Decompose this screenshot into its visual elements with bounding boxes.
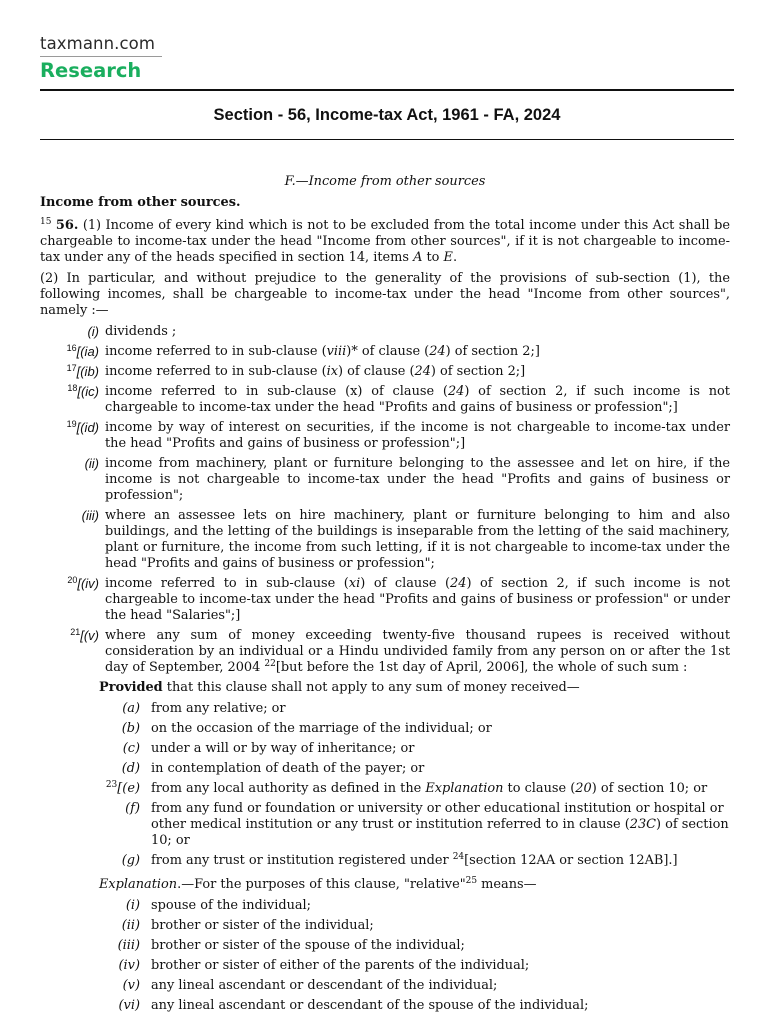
relative-vi-label: (vi): [118, 998, 140, 1013]
clause-ii-label: (ii): [84, 456, 99, 471]
clause-label: [40, 576, 99, 624]
sub-label: [40, 898, 140, 914]
footnote-ref[interactable]: 22: [264, 659, 276, 669]
relative-item: [40, 998, 730, 1014]
relative-iv-label: (iv): [118, 958, 140, 973]
clause-v-label: [(v): [80, 628, 99, 643]
footnote-ref[interactable]: 19: [66, 419, 77, 429]
clause-iv-text-1: income referred to in sub-clause (: [105, 576, 349, 591]
item-e: E: [443, 250, 453, 265]
subsection-2: (2) In particular, and without prejudice to the generality of the provisions of sub-section (1), the following incomes, shall be chargeable to income-tax under the head "Income from other sources", namely :—: [40, 271, 730, 318]
received-item: [40, 701, 730, 717]
footnote-ref[interactable]: 25: [465, 876, 478, 886]
received-f-text: [151, 801, 730, 849]
clause-iii: [40, 508, 730, 572]
received-b-text: on the occasion of the marriage of the individual; or: [151, 721, 492, 736]
clause-iv-text-3: ) of section 2, if such income is not chargeable to income-tax under the head "Profits and gains of business or profession" or under the head "Salaries";]: [105, 576, 730, 623]
proviso: [99, 680, 730, 696]
explanation-text-2: means—: [477, 877, 537, 892]
clause-ib-subclause: ix: [326, 364, 339, 379]
clause-label: [40, 628, 99, 676]
sub-label: [40, 958, 140, 974]
clause-label: [40, 344, 99, 360]
clause-text: income by way of interest on securities, if the income is not chargeable to income-tax under the head "Profits and gains of business or profession";]: [105, 420, 730, 451]
footnote-ref[interactable]: 18: [67, 383, 78, 393]
sub-label: [40, 741, 140, 757]
top-rule: [40, 89, 734, 91]
relative-i-text: spouse of the individual;: [151, 898, 312, 913]
clause-ia-label: [(ia): [76, 344, 99, 359]
clause-ii: [40, 456, 730, 504]
received-f-label: (f): [125, 801, 140, 816]
section-number: 56.: [55, 218, 79, 233]
brand-sub: Research: [40, 56, 162, 83]
chapter-heading: F.—Income from other sources: [284, 174, 486, 189]
sub-label: [40, 918, 140, 934]
received-c-text: under a will or by way of inheritance; or: [151, 741, 415, 756]
section-title: Income from other sources.: [40, 195, 241, 210]
sub-label: [40, 978, 140, 994]
received-g-text: [151, 853, 730, 869]
clause-v: [40, 628, 730, 676]
clause-id-label: [(id): [76, 420, 99, 435]
clause-iv-clause: 24: [450, 576, 467, 591]
clause-ia-subclause: viii: [326, 344, 347, 359]
document-body: [40, 174, 730, 1018]
received-f-clause: 23C: [629, 817, 657, 832]
received-item: [40, 781, 730, 797]
footnote-ref[interactable]: 23: [105, 780, 118, 790]
sub-label: [40, 761, 140, 777]
clause-iv-subclause: xi: [348, 576, 361, 591]
proviso-label: Provided: [99, 680, 163, 695]
received-d-text: in contemplation of death of the payer; or: [151, 761, 425, 776]
received-f-text-2: ) of section 10; or: [151, 817, 729, 848]
relative-item: [40, 898, 730, 914]
received-a-label: (a): [122, 701, 140, 716]
sub-label: [40, 938, 140, 954]
clause-ib-text-2: ) of clause (: [338, 364, 415, 379]
relative-item: [40, 938, 730, 954]
clause-label: [40, 384, 99, 416]
relative-iv-text: brother or sister of either of the parents of the individual;: [151, 958, 530, 973]
explanation-text-1: .—For the purposes of this clause, "relative": [177, 877, 466, 892]
clause-label: [40, 364, 99, 380]
clause-ia-text-3: ) of section 2;]: [445, 344, 540, 359]
clause-v-text-1: where any sum of money exceeding twenty-five thousand rupees is received without consideration by an individual or a Hindu undivided family from any person on or after the 1st day of September, 2004: [105, 628, 730, 675]
relative-iii-label: (iii): [117, 938, 140, 953]
relative-ii-label: (ii): [121, 918, 140, 933]
clause-text: where an assessee lets on hire machinery, plant or furniture belonging to him and also buildings, and the letting of the buildings is inseparable from the letting of the said machinery, plant or furniture, the income from such letting, if it is not chargeable to income-tax under the head "Profits and gains of business or profession";: [105, 508, 730, 571]
relative-v-text: any lineal ascendant or descendant of the individual;: [151, 978, 498, 993]
received-a-text: from any relative; or: [151, 701, 286, 716]
explanation: [99, 877, 730, 893]
subsection-1-to: to: [422, 250, 444, 265]
clause-ia: [40, 344, 730, 360]
item-a: A: [413, 250, 423, 265]
page-title: Section - 56, Income-tax Act, 1961 - FA, 2024: [213, 106, 561, 124]
received-d-label: (d): [121, 761, 140, 776]
sub-label: [40, 853, 140, 869]
clause-iv: [40, 576, 730, 624]
relative-v-label: (v): [122, 978, 140, 993]
received-f-text-1: from any fund or foundation or university or other educational institution or hospital or other medical institution or any trust or institution referred to in clause (: [151, 801, 724, 832]
received-e-label: [(e): [117, 781, 140, 796]
clause-i-label: (i): [87, 324, 99, 339]
clause-text: [105, 628, 730, 676]
clause-ia-clause: 24: [429, 344, 446, 359]
clause-ia-text-1: income referred to in sub-clause (: [105, 344, 327, 359]
received-e-text: [151, 781, 730, 797]
explanation-label: Explanation: [99, 877, 178, 892]
received-g-text-2: [section 12AA or section 12AB].]: [464, 853, 678, 868]
clause-label: [40, 508, 99, 572]
received-g-label: (g): [121, 853, 140, 868]
clause-ib-text-3: ) of section 2;]: [430, 364, 526, 379]
received-e-text-1: from any local authority as defined in the: [151, 781, 426, 796]
relative-iii-text: brother or sister of the spouse of the individual;: [151, 938, 465, 953]
sub-label: [40, 721, 140, 737]
sub-label: [40, 801, 140, 849]
clause-label: [40, 456, 99, 504]
clause-ib-text-1: income referred to in sub-clause (: [105, 364, 327, 379]
clause-text: dividends ;: [105, 324, 177, 339]
brand-logo[interactable]: [40, 34, 162, 83]
footnote-ref[interactable]: 24: [452, 852, 465, 862]
clause-iv-text-2: ) of clause (: [360, 576, 451, 591]
footnote-ref[interactable]: 15: [40, 217, 52, 227]
clause-id: [40, 420, 730, 452]
clause-text: [105, 364, 730, 380]
clause-ia-text-2: )* of clause (: [346, 344, 430, 359]
relative-ii-text: brother or sister of the individual;: [151, 918, 374, 933]
relative-vi-text: any lineal ascendant or descendant of the spouse of the individual;: [151, 998, 589, 1013]
received-e-explanation: Explanation: [425, 781, 504, 796]
clause-ic-clause: 24: [447, 384, 465, 399]
relative-i-label: (i): [125, 898, 140, 913]
proviso-text: that this clause shall not apply to any sum of money received—: [162, 680, 580, 695]
received-e-clause: 20: [575, 781, 592, 796]
clause-text: [105, 384, 730, 416]
received-item: [40, 853, 730, 869]
relative-item: [40, 958, 730, 974]
relative-item: [40, 978, 730, 994]
received-e-text-3: ) of section 10; or: [591, 781, 708, 796]
received-c-label: (c): [122, 741, 140, 756]
subsection-1-end: .: [452, 250, 458, 265]
received-item: [40, 801, 730, 849]
clause-text: [105, 576, 730, 624]
clause-iii-label: (iii): [81, 508, 99, 523]
subsection-1-text: (1) Income of every kind which is not to be excluded from the total income under this Act shall be chargeable to income-tax under the head "Income from other sources", if it is not chargeable to income-tax under any of the heads specified in section 14, items: [40, 218, 730, 265]
footnote-ref[interactable]: 16: [66, 343, 77, 353]
received-item: [40, 761, 730, 777]
footnote-ref[interactable]: 21: [70, 627, 81, 637]
received-g-text-1: from any trust or institution registered under: [151, 853, 453, 868]
clause-ic: [40, 384, 730, 416]
clause-ib-label: [(ib): [76, 364, 99, 379]
sub-label: [40, 701, 140, 717]
received-e-text-2: to clause (: [503, 781, 576, 796]
clause-label: [40, 324, 99, 340]
clause-text: [105, 344, 730, 360]
brand-name: taxmann.com: [40, 34, 156, 53]
footnote-ref[interactable]: 20: [67, 575, 78, 585]
received-item: [40, 721, 730, 737]
sub-label: [40, 781, 140, 797]
clause-label: [40, 420, 99, 452]
received-item: [40, 741, 730, 757]
clause-ib-clause: 24: [414, 364, 431, 379]
clause-text: income from machinery, plant or furniture belonging to the assessee and let on hire, if the income is not chargeable to income-tax under the head "Profits and gains of business or profession";: [105, 456, 730, 503]
clause-ic-text-2: ) of section 2, if such income is not chargeable to income-tax under the head "Profits and gains of business or profession";]: [105, 384, 730, 415]
clause-i: [40, 324, 730, 340]
clause-ic-text-1: income referred to in sub-clause (x) of clause (: [105, 384, 448, 399]
title-rule: [40, 139, 734, 140]
relative-item: [40, 918, 730, 934]
received-b-label: (b): [121, 721, 140, 736]
sub-label: [40, 998, 140, 1014]
clause-ib: [40, 364, 730, 380]
clause-iv-label: [(iv): [77, 576, 99, 591]
clause-ic-label: [(ic): [77, 384, 99, 399]
footnote-ref[interactable]: 17: [66, 363, 77, 373]
clause-v-text-2: [but before the 1st day of April, 2006], the whole of such sum :: [275, 660, 688, 675]
subsection-1: [40, 218, 730, 266]
